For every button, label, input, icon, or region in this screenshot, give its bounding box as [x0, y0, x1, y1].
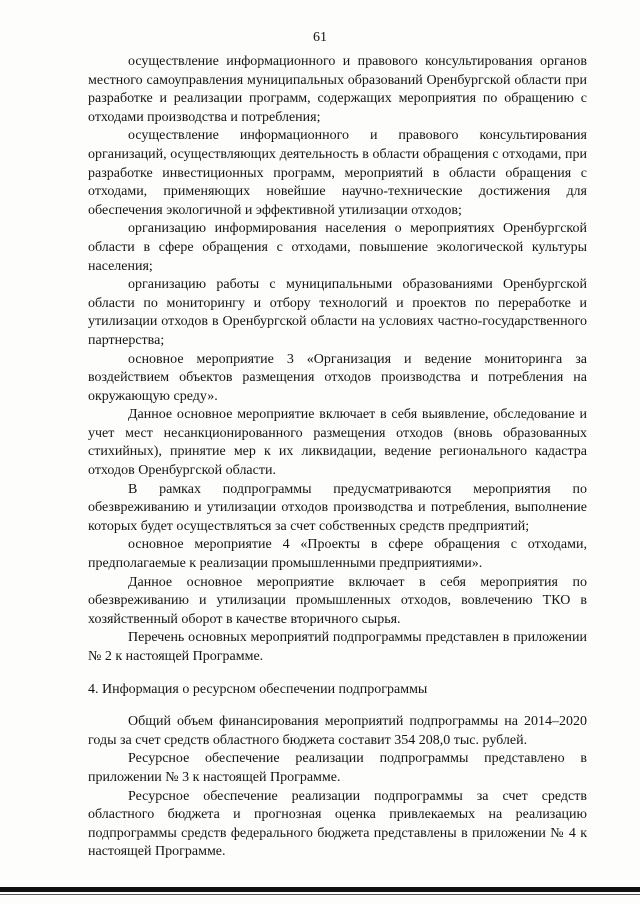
- document-body: [88, 53, 587, 862]
- section-heading: 4. Информация о ресурсном обеспечении подпрограммы: [88, 681, 428, 697]
- paragraph: Перечень основных мероприятий подпрограммы представлен в приложении № 2 к настоящей Программе.: [88, 630, 587, 664]
- paragraph: Общий объем финансирования мероприятий подпрограммы на 2014–2020 годы за счет средств областного бюджета составит 354 208,0 тыс. рублей.: [88, 714, 587, 748]
- bottom-border-line: [0, 887, 640, 892]
- paragraph: В рамках подпрограммы предусматриваются мероприятия по обезвреживанию и утилизации отходов производства и потребления, выполнение которых будет осуществляться за счет собственных средств предприятий;: [88, 481, 587, 534]
- paragraph: осуществление информационного и правового консультирования организаций, осуществляющих деятельность в области обращения с отходами, при разработке инвестиционных программ, мероприятий в области обращения с отходами, применяющих новейшие научно-технические достижения для обеспечения экологичной и эффективной утилизации отходов;: [88, 128, 587, 218]
- paragraph: организацию работы с муниципальными образованиями Оренбургской области по мониторингу и отбору технологий и проектов по переработке и утилизации отходов в Оренбургской области на условиях частно-государственного партнерства;: [88, 277, 587, 348]
- page-number: 61: [313, 30, 327, 45]
- paragraph: осуществление информационного и правового консультирования органов местного самоуправления муниципальных образований Оренбургской области при разработке и реализации программ, содержащих мероприятия по обращению с отходами производства и потребления;: [88, 54, 587, 125]
- bottom-border-line-thin: [0, 894, 640, 895]
- paragraph: организацию информирования населения о мероприятиях Оренбургской области в сфере обращения с отходами, повышение экологической культуры населения;: [88, 221, 587, 274]
- paragraph: Ресурсное обеспечение реализации подпрограммы представлено в приложении № 3 к настоящей Программе.: [88, 751, 587, 785]
- paragraph: Ресурсное обеспечение реализации подпрограммы за счет средств областного бюджета и прогнозная оценка привлекаемых на реализацию подпрограммы средств федерального бюджета представлены в приложении № 4 к настоящей Программе.: [88, 788, 587, 860]
- paragraph: основное мероприятие 3 «Организация и ведение мониторинга за воздействием объектов размещения отходов производства и потребления на окружающую среду».: [88, 351, 587, 404]
- paragraph: Данное основное мероприятие включает в себя мероприятия по обезвреживанию и утилизации промышленных отходов, вовлечению ТКО в хозяйственный оборот в качестве вторичного сырья.: [88, 574, 587, 627]
- paragraph: основное мероприятие 4 «Проекты в сфере обращения с отходами, предполагаемые к реализации промышленными предприятиями».: [88, 537, 587, 572]
- paragraph: Данное основное мероприятие включает в себя выявление, обследование и учет мест несанкционированного размещения отходов (вновь образованных стихийных), принятие мер к их ликвидации, ведение регионального кадастра отходов Оренбургской области.: [88, 407, 587, 479]
